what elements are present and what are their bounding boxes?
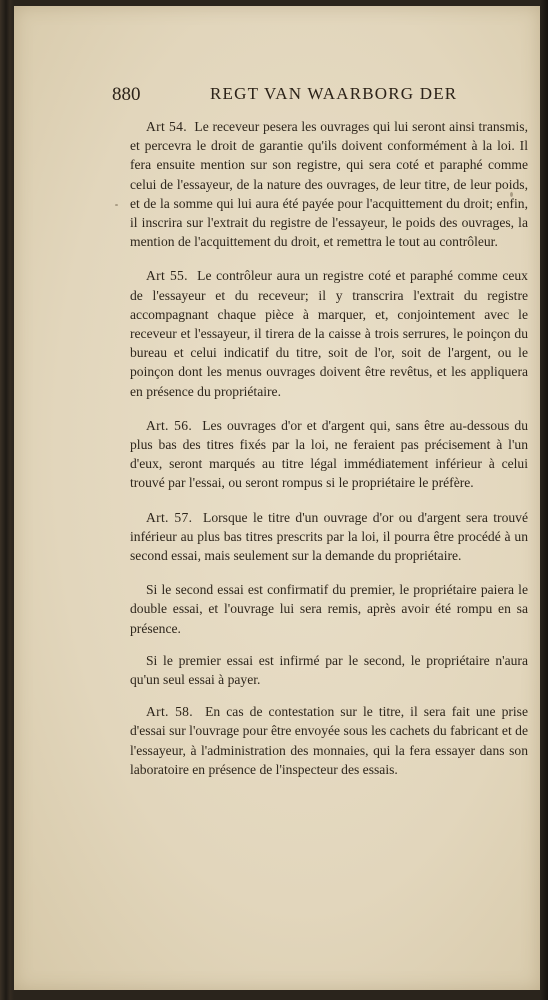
article-number: Art 54. (146, 119, 187, 134)
article-paragraph (130, 508, 528, 566)
article-paragraph (130, 266, 528, 400)
article-text: En cas de contestation sur le titre, il sera fait une prise d'essai sur l'ouvrage pour être envoyée sous les cachets du fabricant et de l'essayeur, à l'administration des monnaies, qui la fera essayer dans son laboratoire en présence de l'inspecteur des essais. (130, 704, 528, 777)
running-head: REGT VAN WAARBORG DER (210, 84, 458, 103)
text-paragraph (130, 651, 528, 689)
article-paragraph (130, 702, 528, 779)
article-text: Les ouvrages d'or et d'argent qui, sans être au-dessous du plus bas des titres fixés par la loi, ne feraient pas précisement à l'un d'eux, seront marqués au titre légal immédiatement inférieur à celui trouvé par l'essai, ou seront rompus si le propriétaire le préfère. (130, 417, 529, 491)
body-text (130, 117, 528, 794)
article-number: Art 55. (146, 268, 188, 284)
paragraph-text: Si le premier essai est infirmé par le second, le propriétaire n'aura qu'un seul essai à payer. (130, 652, 528, 688)
article-number: Art. 57. (146, 509, 193, 525)
article-paragraph (130, 416, 528, 493)
scan-right-edge (540, 0, 548, 1000)
article-text: Lorsque le titre d'un ouvrage d'or ou d'argent sera trouvé inférieur au plus bas titres prescrits par la loi, il pourra être procédé à un second essai, mais seulement sur la demande du propriétaire. (130, 509, 529, 564)
text-paragraph (130, 580, 528, 638)
paragraph-text: Si le second essai est confirmatif du premier, le propriétaire paiera le double essai, et l'ouvrage lui sera remis, après avoir été rompu en sa présence. (130, 582, 528, 636)
article-text: Le contrôleur aura un registre coté et paraphé comme ceux de l'essayeur et du receveur; il y transcrira l'extrait du registre accompagnant chaque pièce à marquer, et, conjointement avec le receveur et l'essayeur, il tirera de la caisse à trois serrures, le poinçon du bureau et celui indicatif du titre, soit de l'or, soit de l'argent, ou le poinçon dont les menus ouvrages doivent être revêtus, et les appliquera en présence du propriétaire. (130, 268, 528, 399)
page-number: 880 (112, 84, 141, 105)
article-paragraph (130, 117, 528, 251)
article-number: Art. 58. (146, 704, 193, 720)
paper-blemish (115, 204, 118, 206)
article-text: Le receveur pesera les ouvrages qui lui seront ainsi transmis, et percevra le droit de garantie qu'ils doivent conformément à la loi. Il fera ensuite mention sur son registre, qui sera coté et paraphé comme celui de l'essayeur, de la nature des ouvrages, de leur titre, de leur poids, et de la somme qui lui aura été payée pour l'acquittement du droit; enfin, il inscrira sur l'extrait du registre de l'essayeur, le poids des ouvrages, la mention de l'acquittement du droit, et remettra le tout au contrôleur. (130, 119, 528, 250)
article-number: Art. 56. (146, 417, 193, 433)
